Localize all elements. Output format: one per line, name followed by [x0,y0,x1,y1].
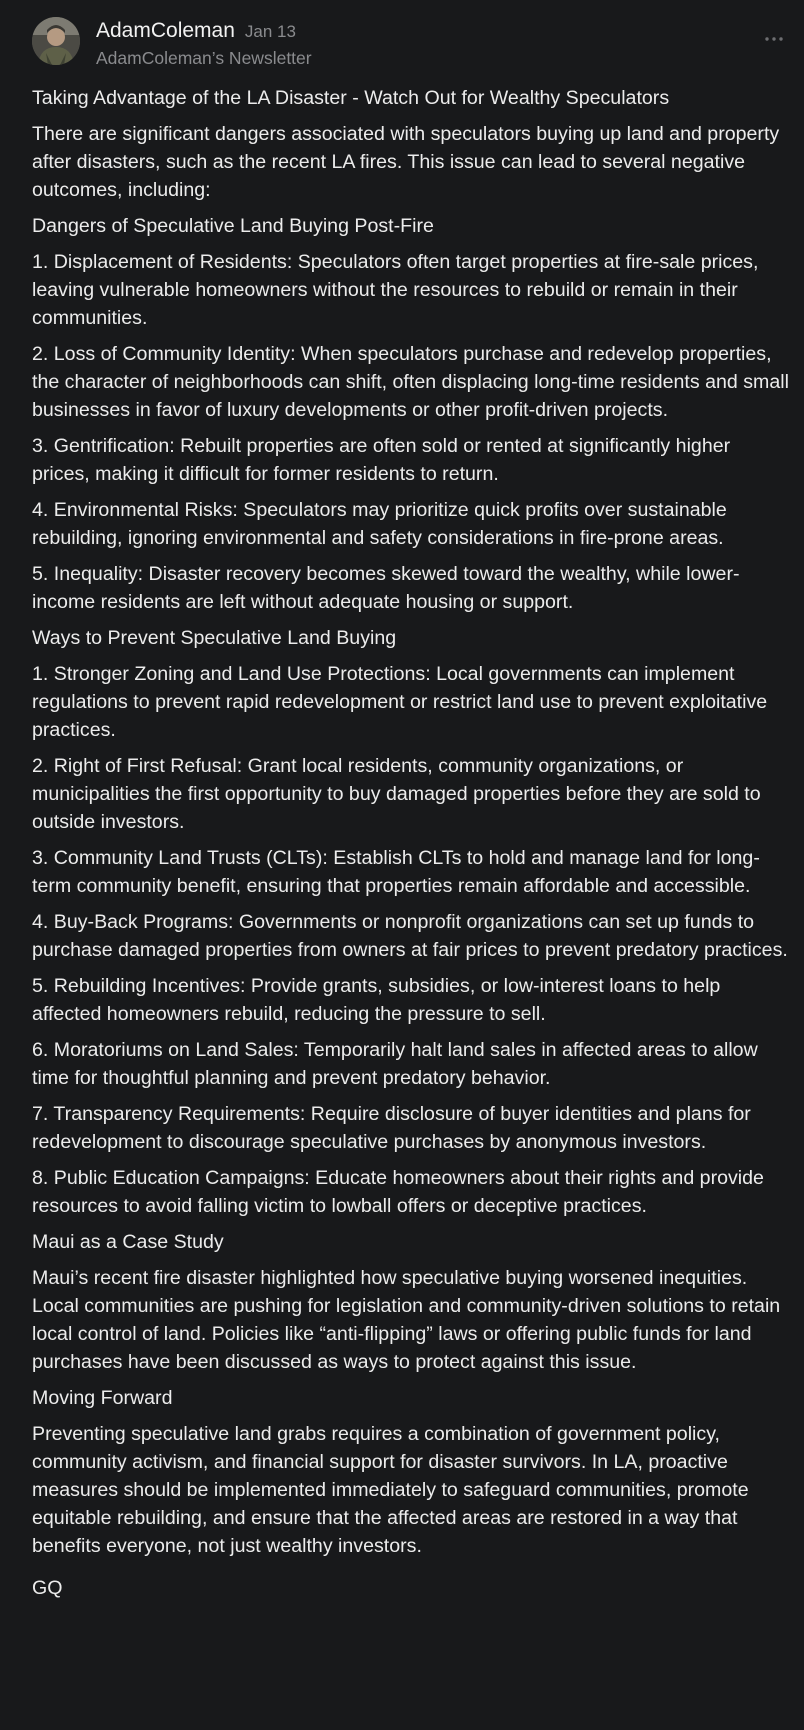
signature: GQ [32,1577,63,1599]
more-horizontal-icon [762,29,786,49]
forward-paragraph: Preventing speculative land grabs requires a combination of government policy, community activism, and financial support for disaster survivors. In LA, proactive measures should be implemented immediately to safeguard communities, promote equitable rebuilding, and ensure that the affected areas are restored in a way that benefits everyone, not just wealthy investors. [32,1423,749,1557]
danger-item: 3. Gentrification: Rebuilt properties are often sold or rented at significantly higher prices, making it difficult for former residents to return. [32,435,731,485]
danger-item: 5. Inequality: Disaster recovery becomes skewed toward the wealthy, while lower-income residents are left without adequate housing or support. [32,563,740,613]
article-body [32,84,792,1610]
danger-item: 2. Loss of Community Identity: When speculators purchase and redevelop properties, the character of neighborhoods can shift, often displacing long-time residents and small businesses in favor of luxury developments or other profit-driven projects. [32,343,789,421]
maui-paragraph: Maui’s recent fire disaster highlighted how speculative buying worsened inequities. Local communities are pushing for legislation and community-driven solutions to retain local control of land. Policies like “anti-flipping” laws or offering public funds for land purchases have been discussed as ways to protect against this issue. [32,1267,781,1373]
avatar[interactable] [32,17,80,65]
prevent-item: 5. Rebuilding Incentives: Provide grants, subsidies, or low-interest loans to help affected homeowners rebuild, reducing the pressure to sell. [32,975,721,1025]
section-heading-prevent: Ways to Prevent Speculative Land Buying [32,627,397,649]
avatar-photo [32,17,80,65]
prevent-item: 1. Stronger Zoning and Land Use Protections: Local governments can implement regulations to prevent rapid redevelopment or restrict land use to prevent exploitative practices. [32,663,768,741]
prevent-item: 6. Moratoriums on Land Sales: Temporarily halt land sales in affected areas to allow time for thoughtful planning and prevent predatory behavior. [32,1039,758,1089]
more-options-button[interactable] [762,29,786,49]
danger-item: 1. Displacement of Residents: Speculators often target properties at fire-sale prices, leaving vulnerable homeowners without the resources to rebuild or remain in their communities. [32,251,759,329]
post-date[interactable]: Jan 13 [244,22,296,41]
author-name[interactable]: AdamColeman [96,19,235,42]
prevent-item: 7. Transparency Requirements: Require disclosure of buyer identities and plans for redevelopment to discourage speculative purchases by anonymous investors. [32,1103,751,1153]
prevent-item: 4. Buy-Back Programs: Governments or nonprofit organizations can set up funds to purchase damaged properties from owners at fair prices to prevent predatory practices. [32,911,788,961]
prevent-item: 3. Community Land Trusts (CLTs): Establish CLTs to hold and manage land for long-term community benefit, ensuring that properties remain affordable and accessible. [32,847,760,897]
article-title: Taking Advantage of the LA Disaster - Watch Out for Wealthy Speculators [32,87,670,109]
newsletter-name[interactable]: AdamColeman’s Newsletter [96,48,312,68]
author-row [96,19,296,43]
intro-paragraph: There are significant dangers associated with speculators buying up land and property after disasters, such as the recent LA fires. This issue can lead to several negative outcomes, including: [32,123,780,201]
danger-item: 4. Environmental Risks: Speculators may prioritize quick profits over sustainable rebuilding, ignoring environmental and safety considerations in fire-prone areas. [32,499,727,549]
section-heading-maui: Maui as a Case Study [32,1231,224,1253]
post-header [32,17,786,67]
prevent-item: 8. Public Education Campaigns: Educate homeowners about their rights and provide resources to avoid falling victim to lowball offers or deceptive practices. [32,1167,764,1217]
prevent-item: 2. Right of First Refusal: Grant local residents, community organizations, or municipalities the first opportunity to buy damaged properties before they are sold to outside investors. [32,755,761,833]
section-heading-forward: Moving Forward [32,1387,173,1409]
section-heading-dangers: Dangers of Speculative Land Buying Post-Fire [32,215,434,237]
